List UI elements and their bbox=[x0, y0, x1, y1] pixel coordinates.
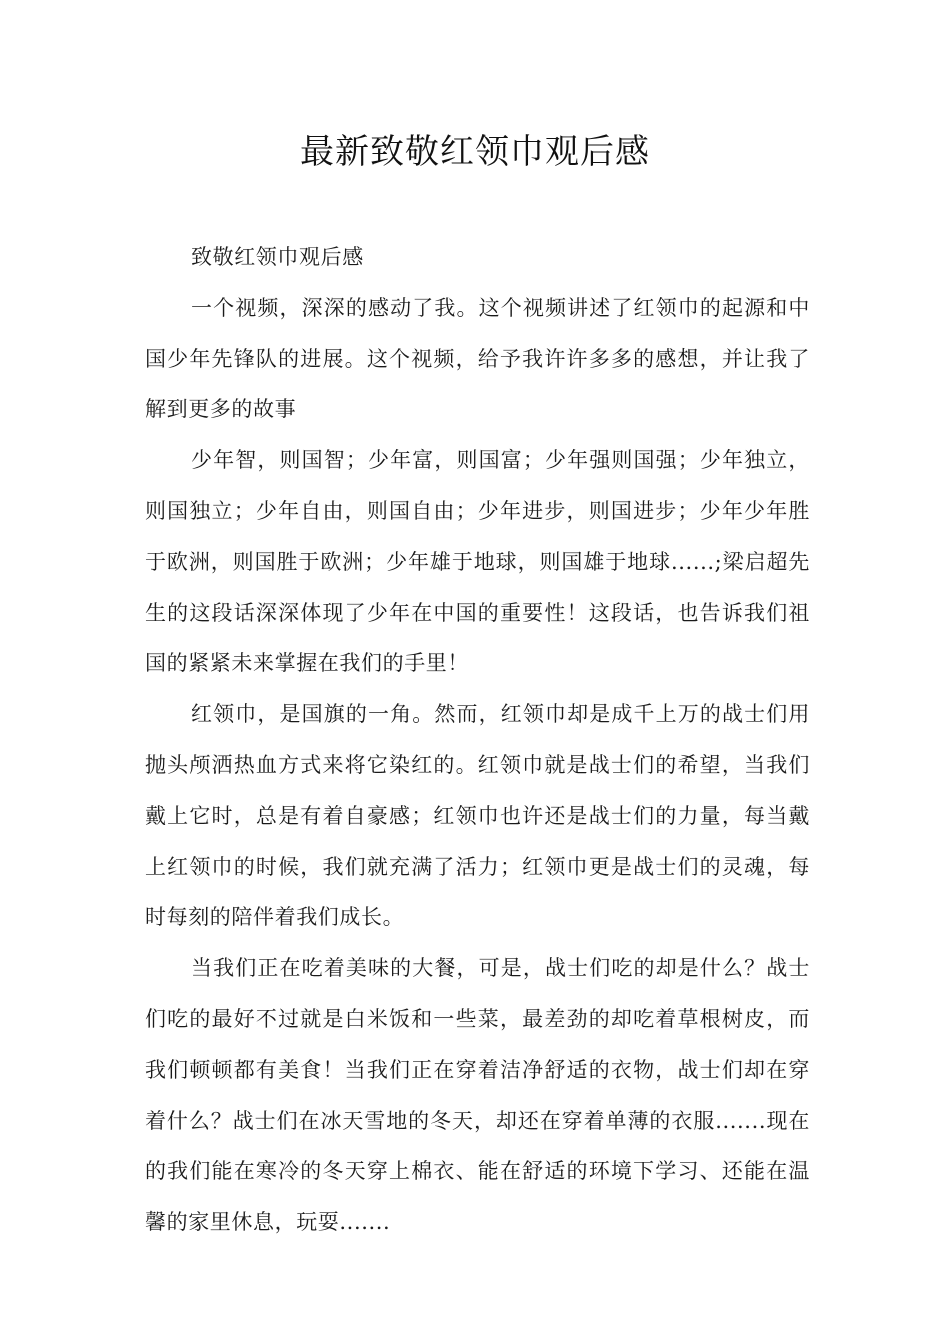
document-body bbox=[145, 232, 810, 1248]
paragraph-intro: 一个视频，深深的感动了我。这个视频讲述了红领巾的起源和中国少年先锋队的进展。这个视频，给予我许许多多的感想，并让我了解到更多的故事 bbox=[145, 295, 810, 422]
paragraph-subtitle: 致敬红领巾观后感 bbox=[191, 245, 364, 269]
paragraph-liang-qichao-quote: 少年智，则国智；少年富，则国富；少年强则国强；少年独立，则国独立；少年自由，则国自由；少年进步，则国进步；少年少年胜于欧洲，则国胜于欧洲；少年雄于地球，则国雄于地球......;梁启超先生的这段话深深体现了少年在中国的重要性！这段话，也告诉我们祖国的紧紧未来掌握在我们的手里！ bbox=[145, 448, 810, 676]
paragraph-soldiers: 当我们正在吃着美味的大餐，可是，战士们吃的却是什么？战士们吃的最好不过就是白米饭和一些菜，最差劲的却吃着草根树皮，而我们顿顿都有美食！当我们正在穿着洁净舒适的衣物，战士们却在穿着什么？战士们在冰天雪地的冬天，却还在穿着单薄的衣服.......现在的我们能在寒冷的冬天穿上棉衣、能在舒适的环境下学习、还能在温馨的家里休息，玩耍....... bbox=[145, 956, 810, 1235]
paragraph-red-scarf: 红领巾，是国旗的一角。然而，红领巾却是成千上万的战士们用抛头颅洒热血方式来将它染红的。红领巾就是战士们的希望，当我们戴上它时，总是有着自豪感；红领巾也许还是战士们的力量，每当戴上红领巾的时候，我们就充满了活力；红领巾更是战士们的灵魂，每时每刻的陪伴着我们成长。 bbox=[145, 702, 810, 930]
document-title: 最新致敬红领巾观后感 bbox=[300, 132, 650, 172]
